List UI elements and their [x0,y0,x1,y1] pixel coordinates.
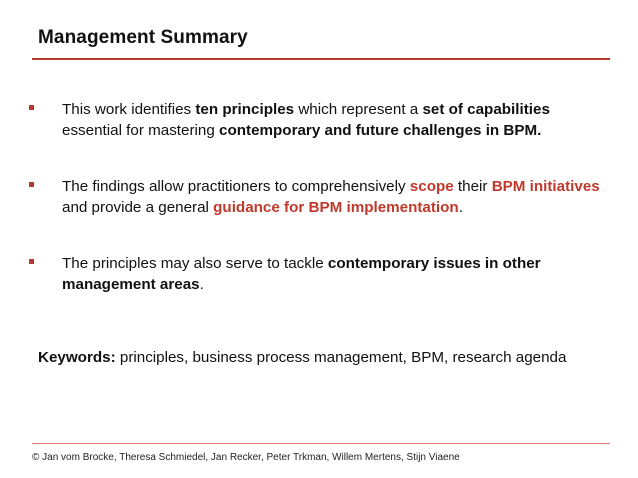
bullet-text-bold: set of capabilities [422,101,550,118]
footer-copyright: © Jan vom Brocke, Theresa Schmiedel, Jan Recker, Peter Trkman, Willem Mertens, Stijn Viaene [32,452,460,463]
bullet-text-run: The principles may also serve to tackle [62,255,328,272]
bullet-square-icon [29,105,34,110]
bullet-text-run: essential for mastering [62,122,220,139]
keywords-line [38,347,566,368]
footer-divider [32,443,610,444]
bullet-text-run: This work identifies [62,101,196,118]
bullet-text [62,99,607,141]
keywords-label: Keywords: [38,349,116,366]
bullet-text [62,176,607,218]
bullet-text-bold: contemporary and future challenges in BPM. [219,122,542,139]
bullet-text-run: and provide a general [62,199,214,216]
bullet-square-icon [29,259,34,264]
bullet-text-run: . [458,199,463,216]
bullet-text-bold: ten principles [195,101,295,118]
bullet-square-icon [29,182,34,187]
bullet-text-highlight: BPM initiatives [491,178,600,195]
bullet-text [62,253,607,295]
bullet-text-run: their [453,178,492,195]
bullet-text-run: The findings allow practitioners to comprehensively [62,178,410,195]
bullet-text-highlight: scope [409,178,454,195]
bullet-text-run: which represent a [294,101,423,118]
bullet-text-run: . [199,276,204,293]
keywords-text: principles, business process management, BPM, research agenda [115,349,567,366]
slide-title: Management Summary [38,27,248,48]
bullet-text-highlight: guidance for BPM implementation [213,199,459,216]
title-divider [32,58,610,60]
bullet-text-bold: contemporary issues in other management areas [62,255,541,293]
